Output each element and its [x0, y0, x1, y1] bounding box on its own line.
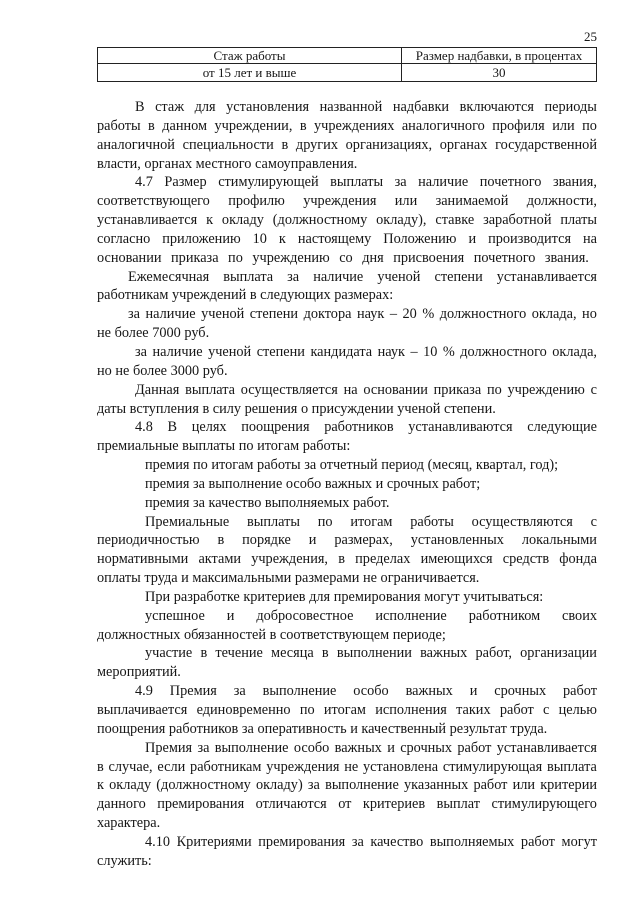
- word: почетного: [479, 174, 542, 191]
- paragraph: [97, 475, 597, 494]
- text-line: [97, 305, 597, 324]
- word: работ: [473, 777, 508, 794]
- word: заработной: [483, 212, 552, 229]
- word: единовременно: [196, 702, 291, 718]
- word: по: [299, 702, 315, 718]
- word: работникам: [190, 758, 262, 775]
- word: выплата: [547, 758, 597, 775]
- word: по: [228, 249, 243, 266]
- text-line: [97, 192, 597, 211]
- word: Размер: [164, 174, 207, 191]
- word: аналогичной: [97, 136, 175, 153]
- word: выполнение: [262, 683, 337, 700]
- word: 4.9: [135, 683, 153, 700]
- word: соответствующего: [97, 193, 210, 210]
- word: на: [583, 230, 597, 247]
- text-line: [97, 98, 597, 117]
- word: настоящему: [297, 230, 372, 247]
- word: нормативными: [97, 551, 189, 568]
- word: за: [233, 683, 246, 700]
- word: профилю: [228, 193, 285, 210]
- text-line: [97, 701, 597, 720]
- text-line: [97, 550, 597, 569]
- word: по: [486, 381, 502, 398]
- word: следующие: [527, 419, 597, 436]
- paragraph: [97, 381, 597, 419]
- word: осуществляются: [471, 513, 573, 530]
- word: 20: [402, 306, 417, 323]
- word: стимулирующая: [442, 758, 543, 775]
- word: работником: [468, 607, 541, 624]
- word: за: [287, 268, 300, 285]
- word: если: [157, 758, 186, 775]
- text-line: оплаты труда и максимальными размерами не ограничивается.: [97, 570, 480, 587]
- word: приказа: [433, 381, 482, 398]
- paragraph: [97, 343, 597, 381]
- word: с: [543, 702, 550, 718]
- word: Премия: [145, 739, 193, 756]
- word: наличие: [418, 174, 469, 191]
- word: в: [97, 758, 104, 775]
- word: в: [338, 551, 345, 568]
- word: исполнения: [375, 702, 447, 718]
- word: стимулирующей: [218, 174, 319, 191]
- document-body: [97, 98, 597, 871]
- word: исполнение: [375, 607, 447, 624]
- word: в: [321, 645, 329, 662]
- word: работ: [520, 833, 555, 850]
- text-line: [97, 513, 597, 532]
- word: Положению: [383, 230, 457, 247]
- word: устанавливается: [496, 268, 597, 285]
- word: или: [512, 777, 536, 794]
- word: выполняемых: [429, 833, 515, 850]
- paragraph: [97, 456, 597, 475]
- paragraph: [97, 268, 597, 306]
- word: кандидата: [310, 343, 373, 360]
- text-line: При разработке критериев для премирования могут учитываться:: [145, 588, 544, 605]
- word: за: [351, 833, 364, 850]
- word: приказа: [171, 249, 219, 266]
- table-header-row: [98, 48, 596, 64]
- text-line: [97, 249, 597, 268]
- word: надбавки: [392, 99, 450, 115]
- word: присвоения: [393, 249, 465, 266]
- word: данном: [162, 117, 208, 134]
- text-line: характера.: [97, 815, 161, 832]
- word: выполнение: [325, 777, 399, 794]
- text-line: [97, 644, 597, 663]
- word: выполнении: [336, 645, 412, 662]
- word: качество: [370, 833, 424, 850]
- word: целью: [558, 702, 597, 718]
- word: Премия: [169, 683, 217, 700]
- word: или: [552, 117, 575, 134]
- word: окладу),: [376, 212, 427, 229]
- word: в: [217, 532, 225, 549]
- paragraph: [97, 98, 597, 173]
- word: устанавливается: [97, 212, 198, 229]
- word: государственной: [495, 136, 597, 153]
- word: за: [394, 174, 407, 191]
- word: окладу): [255, 777, 303, 794]
- text-line: [97, 381, 597, 400]
- bonus-table: [97, 47, 597, 82]
- table-row: [98, 64, 596, 81]
- word: и: [226, 607, 235, 624]
- word: специальности: [182, 136, 274, 153]
- word: должности,: [526, 193, 597, 210]
- text-line: [97, 758, 597, 777]
- word: и: [468, 230, 477, 247]
- word: степени: [434, 268, 483, 285]
- word: важных: [420, 645, 468, 662]
- word: учреждения,: [251, 551, 329, 568]
- paragraph: [97, 739, 597, 833]
- word: актами: [198, 551, 242, 568]
- word: поощрения: [241, 419, 310, 436]
- word: стимулирующего: [491, 796, 597, 813]
- word: (должностному: [272, 212, 368, 229]
- word: важных: [334, 739, 382, 756]
- column-header-bonus-percent: Размер надбавки, в процентах: [415, 48, 583, 63]
- text-line: премия за выполнение особо важных и срочных работ;: [145, 475, 481, 492]
- word: периоды: [544, 99, 597, 115]
- word: 10: [252, 230, 267, 247]
- word: итогам: [350, 513, 393, 530]
- word: ставке: [435, 212, 475, 229]
- text-line: [97, 531, 597, 550]
- word: установлена: [363, 758, 439, 775]
- word: за: [197, 739, 210, 756]
- word: с: [590, 381, 597, 398]
- word: за: [135, 343, 147, 360]
- word: учреждения: [303, 193, 377, 210]
- word: степени: [249, 306, 299, 323]
- word: дня: [362, 249, 384, 266]
- text-line: должностных обязанностей в соответствующем периоде;: [97, 626, 446, 643]
- word: %: [422, 306, 435, 323]
- text-line: [97, 230, 597, 249]
- word: или: [394, 193, 418, 210]
- word: %: [442, 343, 455, 360]
- text-line: премия за качество выполняемых работ.: [145, 494, 390, 511]
- word: –: [410, 343, 418, 360]
- word: указанных: [403, 777, 469, 794]
- word: не: [344, 758, 359, 775]
- word: по: [582, 117, 597, 134]
- paragraph: [97, 513, 597, 588]
- word: –: [389, 306, 398, 323]
- word: учреждении,: [214, 117, 293, 134]
- word: работ,: [475, 645, 512, 662]
- word: в: [299, 117, 307, 134]
- paragraph: [97, 607, 597, 645]
- word: профиля: [492, 117, 545, 134]
- page-number: 25: [584, 29, 597, 44]
- word: Ежемесячная: [128, 268, 210, 285]
- word: ученой: [208, 343, 252, 360]
- word: основании: [97, 249, 162, 266]
- word: к: [278, 230, 286, 247]
- word: срочных: [494, 683, 547, 700]
- text-line: [97, 211, 597, 230]
- text-line: служить:: [97, 852, 152, 869]
- text-line: [97, 136, 597, 155]
- text-line: власти, органах местного самоуправления.: [97, 155, 358, 172]
- word: приложению: [162, 230, 241, 247]
- word: оклада,: [531, 306, 577, 323]
- word: премирования: [258, 833, 346, 850]
- paragraph: [97, 418, 597, 456]
- word: доктора: [303, 306, 352, 323]
- word: размерах,: [334, 532, 393, 549]
- word: отличаются: [255, 796, 327, 813]
- word: фонда: [559, 551, 597, 568]
- word: локальными: [521, 532, 597, 549]
- word: по: [317, 513, 333, 530]
- paragraph: [97, 833, 597, 871]
- word: наличие: [313, 268, 364, 285]
- text-line: премия по итогам работы за отчетный период (месяц, квартал, год);: [145, 457, 559, 474]
- word: течение: [215, 645, 263, 662]
- word: других: [295, 136, 338, 153]
- word: важных: [405, 683, 453, 700]
- word: занимаемой: [435, 193, 509, 210]
- word: и: [308, 532, 317, 549]
- column-header-experience: Стаж работы: [98, 48, 402, 63]
- word: учреждениях: [314, 117, 395, 134]
- word: наук: [356, 306, 385, 323]
- word: осуществляется: [240, 381, 338, 398]
- text-line: [97, 418, 597, 437]
- word: учреждению: [252, 249, 330, 266]
- word: критерии: [540, 777, 597, 794]
- word: звания,: [552, 174, 597, 191]
- word: работ: [563, 683, 597, 700]
- word: к: [206, 212, 214, 229]
- word: на: [343, 381, 358, 398]
- word: включаются: [459, 99, 534, 115]
- text-line: [97, 682, 597, 701]
- text-line: [97, 173, 597, 192]
- word: выплат: [436, 796, 481, 813]
- word: целях: [191, 419, 227, 436]
- word: устанавливаются: [408, 419, 513, 436]
- word: ученой: [377, 268, 421, 285]
- word: организации: [520, 645, 597, 662]
- paragraph: [97, 588, 597, 607]
- word: критериев: [362, 796, 426, 813]
- word: к: [97, 777, 104, 794]
- word: работы: [97, 117, 141, 134]
- word: наук: [377, 343, 405, 360]
- word: В: [135, 99, 145, 115]
- table-cell: 30: [492, 65, 506, 80]
- word: (должностному: [156, 777, 251, 794]
- text-line: работникам учреждений в следующих размерах:: [97, 287, 394, 304]
- text-line: премиальные выплаты по итогам работы:: [97, 438, 351, 455]
- word: своих: [562, 607, 597, 624]
- word: названной: [319, 99, 383, 115]
- word: средств: [502, 551, 550, 568]
- word: особо: [293, 739, 330, 756]
- word: выплачивается: [97, 702, 188, 718]
- paragraph: [97, 173, 597, 267]
- word: работ: [457, 739, 492, 756]
- word: могут: [561, 833, 597, 850]
- word: платы: [560, 212, 597, 229]
- word: стаж: [155, 99, 185, 115]
- word: наличие: [152, 343, 203, 360]
- word: согласно: [97, 230, 151, 247]
- word: итогам: [323, 702, 366, 718]
- word: установленных: [410, 532, 504, 549]
- text-line: но не более 3000 руб.: [97, 362, 228, 379]
- table-cell: от 15 лет и выше: [98, 64, 402, 81]
- paragraph: [97, 494, 597, 513]
- word: Премиальные: [145, 513, 230, 530]
- text-line: [97, 607, 597, 626]
- word: месяца: [271, 645, 314, 662]
- word: от: [338, 796, 352, 813]
- word: в: [200, 645, 208, 662]
- word: добросовестное: [256, 607, 354, 624]
- word: должностного: [460, 343, 547, 360]
- word: 4.8: [135, 419, 153, 436]
- text-line: [97, 117, 597, 136]
- word: установления: [226, 99, 310, 115]
- word: работы: [410, 513, 454, 530]
- word: аналогичного: [401, 117, 485, 134]
- word: выплата: [185, 381, 235, 398]
- word: за: [128, 306, 140, 323]
- word: премирования: [157, 796, 245, 813]
- paragraph: [97, 644, 597, 682]
- word: срочных: [400, 739, 453, 756]
- word: работников: [324, 419, 394, 436]
- text-line: даты вступления в силу решения о присуждении ученой степени.: [97, 400, 496, 417]
- word: 4.7: [135, 174, 153, 191]
- word: 10: [423, 343, 438, 360]
- word: особо: [353, 683, 389, 700]
- word: в: [281, 136, 289, 153]
- word: работ: [499, 702, 534, 718]
- word: наличие: [145, 306, 196, 323]
- word: за: [307, 777, 320, 794]
- word: 4.10: [145, 833, 171, 850]
- word: выплаты: [330, 174, 384, 191]
- word: оклада,: [552, 343, 597, 360]
- word: со: [339, 249, 353, 266]
- word: должностного: [439, 306, 527, 323]
- word: для: [194, 99, 216, 115]
- text-line: [97, 795, 597, 814]
- word: устанавливается: [496, 739, 597, 756]
- word: основании: [363, 381, 428, 398]
- word: производится: [488, 230, 572, 247]
- word: почетного: [473, 249, 536, 266]
- word: Критериями: [176, 833, 252, 850]
- text-line: поощрения работников за оперативность и качественный результат труда.: [97, 720, 548, 737]
- word: в: [148, 117, 155, 134]
- word: периодичностью: [97, 532, 200, 549]
- paragraph: [97, 305, 597, 343]
- word: имеющихся: [420, 551, 493, 568]
- word: выплаты: [247, 513, 300, 530]
- word: окладу: [109, 777, 152, 794]
- word: пределах: [355, 551, 411, 568]
- word: Данная: [135, 381, 180, 398]
- word: случае,: [108, 758, 153, 775]
- text-line: [97, 343, 597, 362]
- word: и: [469, 683, 478, 700]
- word: и: [387, 739, 395, 756]
- word: успешное: [145, 607, 205, 624]
- word: участие: [145, 645, 193, 662]
- word: выплата: [223, 268, 274, 285]
- word: таких: [456, 702, 491, 718]
- word: органах: [439, 136, 488, 153]
- text-line: [97, 776, 597, 795]
- text-line: мероприятий.: [97, 664, 181, 681]
- word: порядке: [242, 532, 291, 549]
- text-line: [97, 739, 597, 758]
- paragraph: [97, 682, 597, 739]
- word: степени: [256, 343, 305, 360]
- word: учреждения: [266, 758, 340, 775]
- word: данного: [97, 796, 146, 813]
- word: учреждению: [507, 381, 585, 398]
- word: ученой: [201, 306, 245, 323]
- word: выполнение: [214, 739, 289, 756]
- word: организациях,: [345, 136, 433, 153]
- word: окладу: [221, 212, 264, 229]
- word: В: [167, 419, 178, 436]
- text-line: [97, 833, 597, 852]
- word: звания.: [544, 249, 589, 266]
- text-line: [97, 268, 597, 287]
- word: с: [590, 513, 597, 530]
- text-line: не более 7000 руб.: [97, 325, 210, 342]
- word: но: [582, 306, 597, 323]
